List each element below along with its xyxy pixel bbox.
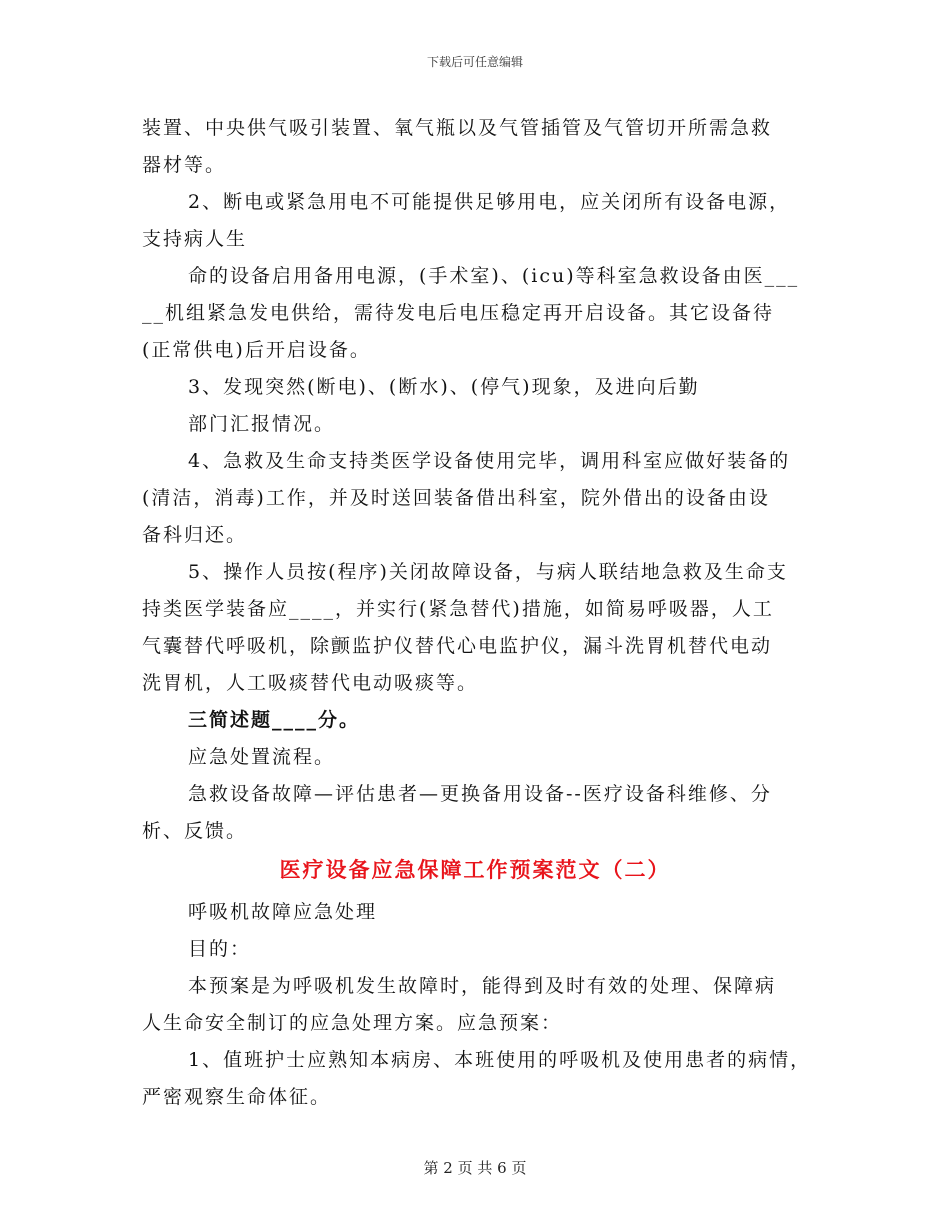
body-line: 呼吸机故障应急处理 <box>188 901 378 923</box>
short-answer-heading: 三简述题____分。 <box>188 709 361 731</box>
body-line: 应急处置流程。 <box>188 746 336 768</box>
body-line: __机组紧急发电供给，需待发电后电压稳定再开启设备。其它设备待 <box>142 302 775 324</box>
body-line: 目的： <box>188 938 252 960</box>
body-line: 4、急救及生命支持类医学设备使用完毕，调用科室应做好装备的 <box>188 450 791 472</box>
body-line: 器材等。 <box>142 154 227 176</box>
section-title: 医疗设备应急保障工作预案范文（二） <box>279 857 671 882</box>
body-line: 5、操作人员按(程序)关闭故障设备，与病人联结地急救及生命支 <box>188 561 788 583</box>
body-line: 部门汇报情况。 <box>188 413 336 435</box>
body-line: 支持病人生 <box>142 228 248 250</box>
body-line: 本预案是为呼吸机发生故障时，能得到及时有效的处理、保障病 <box>188 975 777 997</box>
body-line: 命的设备启用备用电源，(手术室)、(icu)等科室急救设备由医___ <box>188 265 800 287</box>
body-line: (正常供电)后开启设备。 <box>142 339 371 361</box>
body-line: 装置、中央供气吸引装置、氧气瓶以及气管插管及气管切开所需急救 <box>142 117 773 139</box>
body-line: 人生命安全制订的应急处理方案。应急预案： <box>142 1012 563 1034</box>
body-line: 洗胃机，人工吸痰替代电动吸痰等。 <box>142 672 479 694</box>
body-line: 析、反馈。 <box>142 820 248 842</box>
body-line: 急救设备故障—评估患者—更换备用设备--医疗设备科维修、分 <box>188 783 772 805</box>
body-line: (清洁，消毒)工作，并及时送回装备借出科室，院外借出的设备由设 <box>142 487 770 509</box>
body-line: 严密观察生命体征。 <box>142 1086 332 1108</box>
body-line: 3、发现突然(断电)、(断水)、(停气)现象，及进向后勤 <box>188 376 700 398</box>
body-line: 备科归还。 <box>142 524 248 546</box>
body-line: 气囊替代呼吸机，除颤监护仪替代心电监护仪，漏斗洗胃机替代电动 <box>142 635 773 657</box>
body-line: 1、值班护士应熟知本病房、本班使用的呼吸机及使用患者的病情， <box>188 1049 812 1071</box>
body-line: 持类医学装备应____，并实行(紧急替代)措施，如简易呼吸器，人工 <box>142 598 774 620</box>
body-line: 2、断电或紧急用电不可能提供足够用电，应关闭所有设备电源， <box>188 191 791 213</box>
page-footer: 第 2 页 共 6 页 <box>423 1159 527 1177</box>
page-header: 下载后可任意编辑 <box>426 55 523 69</box>
